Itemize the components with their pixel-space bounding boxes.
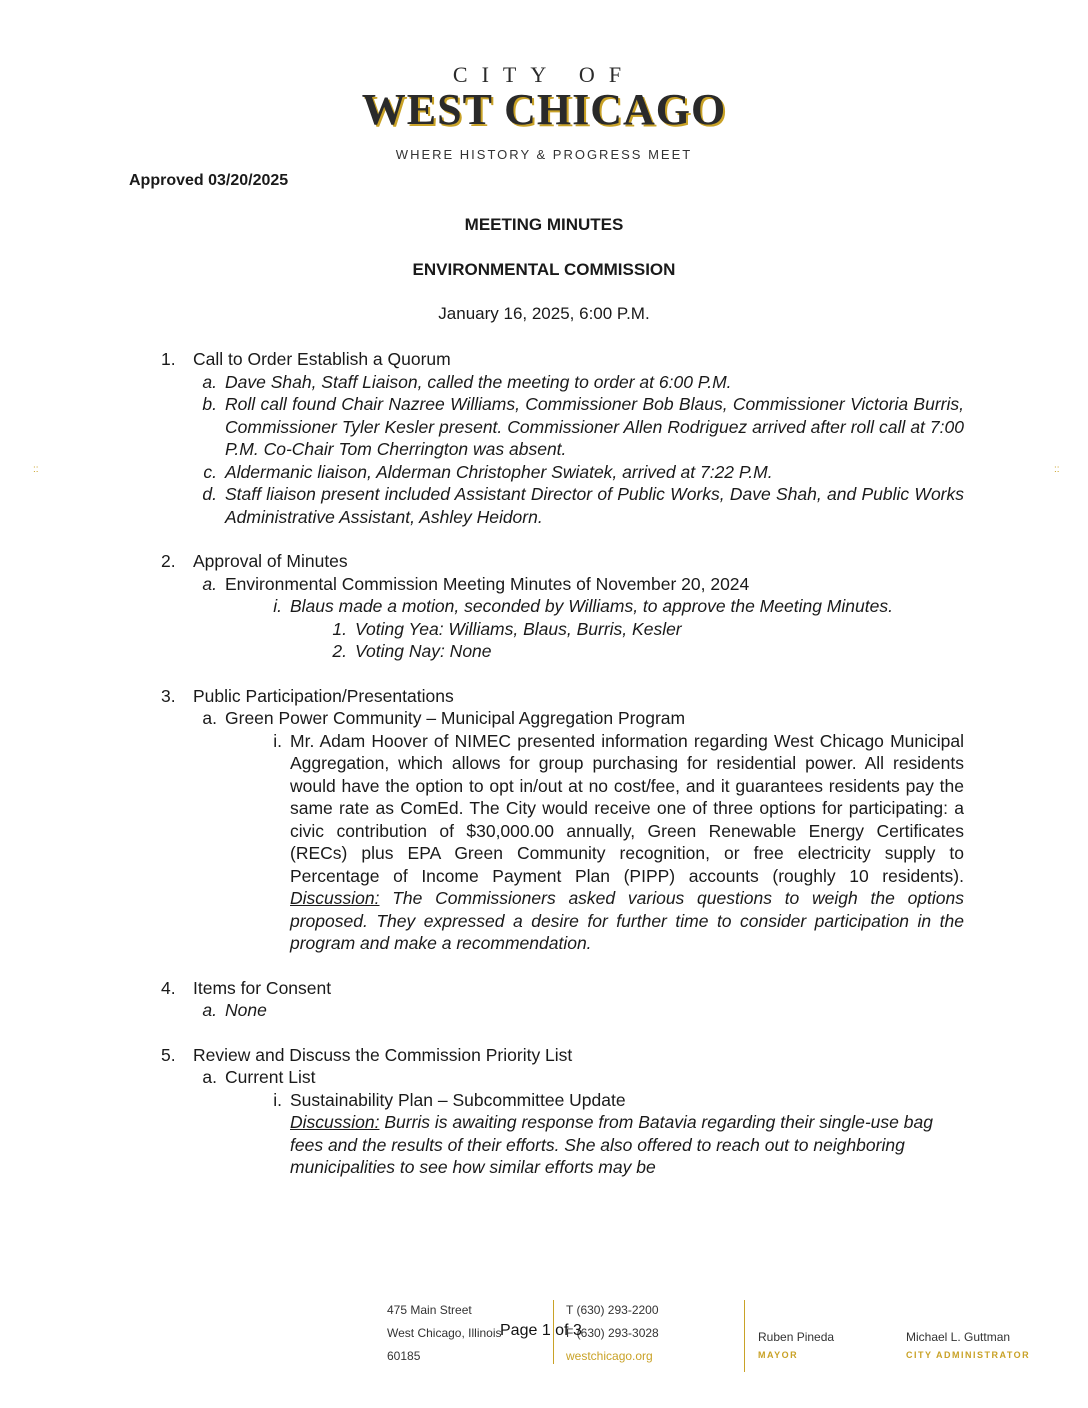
section-call-to-order	[161, 348, 964, 528]
list-item	[193, 393, 964, 461]
item-text: Blaus made a motion, seconded by Williams, to approve the Meeting Minutes.	[290, 596, 893, 616]
administrator-name: Michael L. Guttman	[906, 1330, 1011, 1344]
item-label: a.	[202, 573, 217, 594]
section-number: 2.	[161, 551, 176, 571]
administrator-role: CITY ADMINISTRATOR	[906, 1350, 1031, 1360]
list-item	[193, 483, 964, 528]
item-text: Dave Shah, Staff Liaison, called the meeting to order at 6:00 P.M.	[225, 371, 732, 392]
discussion-text: Burris is awaiting response from Batavia regarding their single-use bag fees and the results of their efforts. She also offered to reach out to neighboring municipalities to see how similar efforts may be	[290, 1112, 933, 1177]
discussion-label: Discussion:	[290, 888, 380, 908]
approved-date: Approved 03/20/2025	[129, 172, 289, 189]
margin-marker-left: ::	[33, 464, 39, 475]
section-number: 5.	[161, 1044, 176, 1065]
item-text: Roll call found Chair Nazree Williams, Commissioner Bob Blaus, Commissioner Victoria Burris, Commissioner Tyler Kesler present. Commissioner Allen Rodriguez arrived after roll call at 7:00 P.M. Co-Chair Tom Cherrington was absent.	[225, 394, 964, 459]
item-label: b.	[202, 394, 217, 414]
item-text: Aldermanic liaison, Alderman Christopher Swiatek, arrived at 7:22 P.M.	[225, 461, 773, 482]
section-items-for-consent	[161, 977, 964, 1022]
section-public-participation	[161, 685, 964, 955]
section-number: 4.	[161, 977, 176, 998]
mayor-name: Ruben Pineda	[758, 1330, 835, 1344]
item-text: None	[225, 1000, 267, 1020]
list-item	[193, 999, 964, 1022]
minutes-body	[161, 348, 964, 1201]
website-link[interactable]: westchicago.org	[566, 1349, 653, 1363]
administrator-block	[906, 1328, 1030, 1364]
section-title: Public Participation/Presentations	[193, 685, 454, 706]
roman-item	[258, 1089, 964, 1179]
logo-west-chicago: WEST CHICAGO	[361, 85, 727, 134]
item-label: a.	[202, 708, 217, 728]
list-item	[193, 573, 964, 663]
item-label: a.	[202, 371, 217, 392]
section-approval-of-minutes	[161, 550, 964, 663]
mayor-block	[758, 1328, 834, 1364]
item-text: Voting Nay: None	[355, 641, 492, 661]
item-text: Environmental Commission Meeting Minutes of November 20, 2024	[225, 573, 750, 594]
item-label: d.	[202, 484, 217, 504]
item-text: Green Power Community – Municipal Aggregation Program	[225, 708, 686, 728]
list-item	[193, 1066, 964, 1179]
section-title: Call to Order Establish a Quorum	[193, 349, 451, 369]
section-priority-list	[161, 1044, 964, 1179]
discussion-text: The Commissioners asked various questions to weigh the options proposed. They expressed a desire for further time to consider participation in the program and make a recommendation.	[290, 888, 964, 953]
roman-item	[258, 595, 964, 663]
phone-number: T (630) 293-2200	[566, 1303, 659, 1317]
logo-tagline: WHERE HISTORY & PROGRESS MEET	[395, 147, 693, 162]
item-label: i.	[273, 730, 282, 751]
section-title: Approval of Minutes	[193, 551, 348, 571]
mayor-role: MAYOR	[758, 1350, 799, 1360]
item-text: Sustainability Plan – Subcommittee Update	[290, 1089, 626, 1110]
page-number: Page 1 of 3	[500, 1322, 582, 1339]
item-label: 2.	[332, 641, 347, 661]
meeting-date: January 16, 2025, 6:00 P.M.	[438, 304, 650, 323]
address-line: West Chicago, Illinois	[387, 1326, 502, 1340]
roman-item	[258, 730, 964, 955]
item-text: Staff liaison present included Assistant Director of Public Works, Dave Shah, and Public Works Administrative Assistant, Ashley Heidorn.	[225, 484, 964, 527]
list-item	[193, 371, 964, 394]
list-item	[193, 461, 964, 484]
list-item	[193, 707, 964, 955]
fax-number: F (630) 293-3028	[566, 1326, 659, 1340]
document-title: MEETING MINUTES	[464, 215, 624, 234]
item-text: Current List	[225, 1067, 316, 1087]
footer-divider	[744, 1300, 745, 1372]
section-number: 1.	[161, 349, 176, 369]
commission-name: ENVIRONMENTAL COMMISSION	[412, 260, 676, 279]
discussion-label: Discussion:	[290, 1112, 380, 1132]
item-label: a.	[202, 1000, 217, 1020]
margin-marker-right: ::	[1054, 464, 1060, 475]
item-text: Voting Yea: Williams, Blaus, Burris, Kesler	[355, 618, 682, 639]
section-title: Items for Consent	[193, 977, 332, 998]
item-label: 1.	[332, 618, 347, 639]
item-label: i.	[273, 596, 282, 616]
item-label: c.	[203, 461, 217, 482]
item-label: a.	[202, 1067, 217, 1087]
section-title: Review and Discuss the Commission Priority List	[193, 1044, 573, 1065]
vote-item	[323, 618, 964, 641]
logo-city-of: CITY OF	[452, 62, 636, 87]
address-line: 60185	[387, 1349, 421, 1363]
vote-item	[323, 640, 964, 663]
section-number: 3.	[161, 685, 176, 706]
item-label: i.	[273, 1089, 282, 1110]
footer-address	[387, 1299, 502, 1368]
item-text: Mr. Adam Hoover of NIMEC presented information regarding West Chicago Municipal Aggregation, which allows for group purchasing for residential power. All residents would have the option to opt in/out at no cost/fee, and it guarantees residents pay the same rate as ComEd. The City would receive one of three options for participating: a civic contribution of $30,000.00 annually, Green Renewable Energy Certificates (RECs) plus EPA Green Community recognition, or free electricity supply to Percentage of Income Payment Plan (PIPP) accounts (roughly 10 residents).	[290, 730, 964, 886]
address-line: 475 Main Street	[387, 1303, 472, 1317]
discussion-paragraph	[290, 1111, 964, 1179]
